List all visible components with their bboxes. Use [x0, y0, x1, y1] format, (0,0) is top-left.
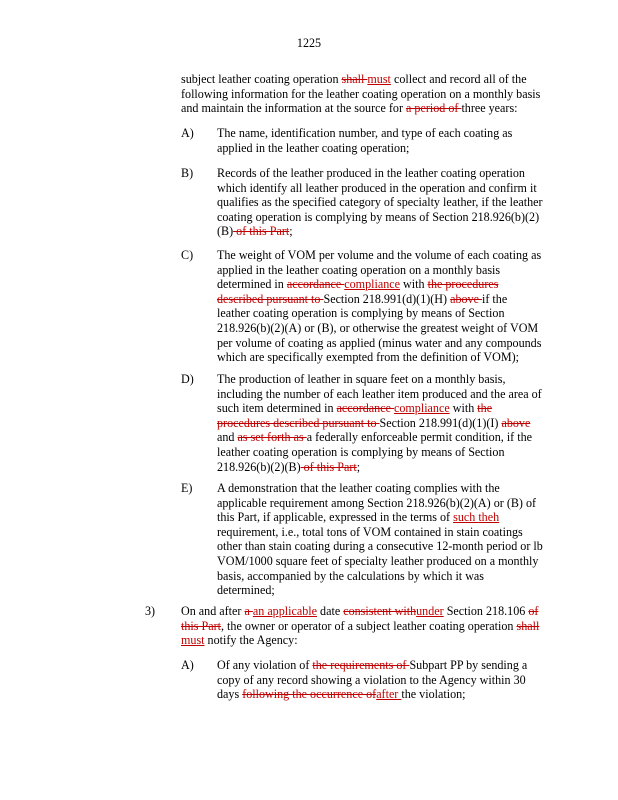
text-run: subject leather coating operation [181, 72, 342, 86]
inserted-text: theh [478, 510, 500, 525]
inserted-text: must [367, 72, 391, 86]
text-run: The weight of VOM per volume and the volume of each coating as applied in the leather coating operation on a monthly basis determined in [217, 248, 542, 292]
paragraph-text [181, 72, 540, 115]
text-run: Section 218.991(d)(1)(H) [323, 291, 451, 306]
deleted-text: the procedures described pursuant to [217, 277, 499, 306]
item-3-notify-agency [145, 604, 543, 648]
deleted-text: of this Part [300, 459, 357, 474]
deleted-text: of this Part [233, 224, 290, 239]
item-text [181, 604, 539, 647]
item-text [217, 126, 512, 155]
deleted-text: the requirements of [312, 658, 410, 672]
deleted-text: above [501, 415, 531, 430]
text-run: with [400, 277, 428, 292]
text-run: On and after [181, 604, 245, 618]
deleted-text: accordance [336, 401, 394, 416]
inserted-text: must [181, 633, 205, 648]
text-run: ; [356, 459, 361, 474]
text-run: Section 218.106 [443, 604, 529, 618]
text-run: date [317, 604, 344, 618]
text-run: Of any violation of [217, 658, 313, 672]
inserted-text: after [376, 687, 402, 702]
item-label: A) [181, 126, 194, 140]
item-label: B) [181, 166, 194, 180]
inserted-text: compliance [393, 401, 450, 416]
deleted-text: the procedures described pursuant to [217, 401, 493, 430]
text-run: Subpart PP by sending a copy of any record showing a violation to the Agency within 30 days [217, 658, 528, 702]
text-run: A demonstration that the leather coating complies with the applicable requirement among Section 218.926(b)(2)(A) or (B) of this Part, if applicable, expressed in the terms of [217, 481, 537, 525]
text-run: collect and record all of the following information for the leather coating operation on a monthly basis and maintain the information at the source for [181, 72, 541, 116]
item-text [217, 372, 542, 474]
item-text [217, 658, 527, 701]
deleted-text: following the occurrence of [242, 687, 377, 702]
inserted-text: such [453, 510, 479, 525]
text-run: a federally enforceable permit condition, if the leather coating operation is complying by means of Section 218.926(b)(2)(B) [217, 430, 532, 474]
item-label: 3) [145, 604, 156, 618]
deleted-text: as set forth as [237, 430, 307, 445]
text-run: The name, identification number, and type of each coating as applied in the leather coating operation; [217, 126, 513, 155]
deleted-text: shall [341, 72, 368, 86]
text-run: three years: [461, 101, 518, 116]
deleted-text: a [244, 604, 253, 618]
item-label: E) [181, 481, 193, 495]
item-d-leather-production [181, 372, 543, 474]
item-text [217, 248, 541, 364]
item-text [217, 481, 543, 597]
text-run: notify the Agency: [204, 633, 298, 648]
item-label: D) [181, 372, 194, 386]
text-run: the violation; [401, 687, 466, 702]
text-run: requirement, i.e., total tons of VOM contained in stain coatings other than stain coating during a consecutive 12-month period or lb VOM/1000 square feet of specialty leather produced on a monthly basis, accompanied by the calculations by which it was determined; [217, 524, 543, 598]
text-run: with [449, 401, 478, 416]
text-run: ; [289, 224, 293, 239]
text-run: Section 218.991(d)(1)(I) [379, 415, 502, 430]
inserted-text: an applicable [252, 604, 318, 618]
item-e-demonstration [181, 481, 543, 598]
text-run: , the owner or operator of a subject leather coating operation [220, 618, 517, 633]
deleted-text: above [450, 291, 482, 306]
intro-paragraph [181, 72, 543, 116]
item-a-coating-info [181, 126, 543, 155]
item-label: A) [181, 658, 194, 672]
deleted-text: accordance [286, 277, 345, 292]
item-3a-violation-notice [181, 658, 543, 702]
item-text [217, 166, 543, 238]
deleted-text: consistent with [343, 604, 417, 618]
page-number: 1225 [296, 36, 322, 50]
item-b-leather-records [181, 166, 543, 239]
deleted-text: a period of [406, 101, 462, 116]
item-c-vom-weight [181, 248, 543, 365]
text-run: if the leather coating operation is complying by means of Section 218.926(b)(2)(A) or (B), or otherwise the greatest weight of VOM per volume of coating as applied (minus water and any compounds which are specifically exempted from the definition of VOM); [217, 291, 542, 365]
text-run: Records of the leather produced in the leather coating operation which identify all leather produced in the operation and confirm it qualifies as the specified category of specialty leather, if the leather coating operation is complying by means of Section 218.926(b)(2)(B) [217, 166, 543, 239]
text-run: and [217, 430, 238, 445]
deleted-text: of this Part [181, 604, 539, 633]
item-label: C) [181, 248, 194, 262]
text-run: The production of leather in square feet on a monthly basis, including the number of each leather item produced and the area of such item determined in [217, 372, 542, 416]
deleted-text: shall [516, 618, 540, 633]
inserted-text: under [416, 604, 444, 618]
inserted-text: compliance [344, 277, 401, 292]
